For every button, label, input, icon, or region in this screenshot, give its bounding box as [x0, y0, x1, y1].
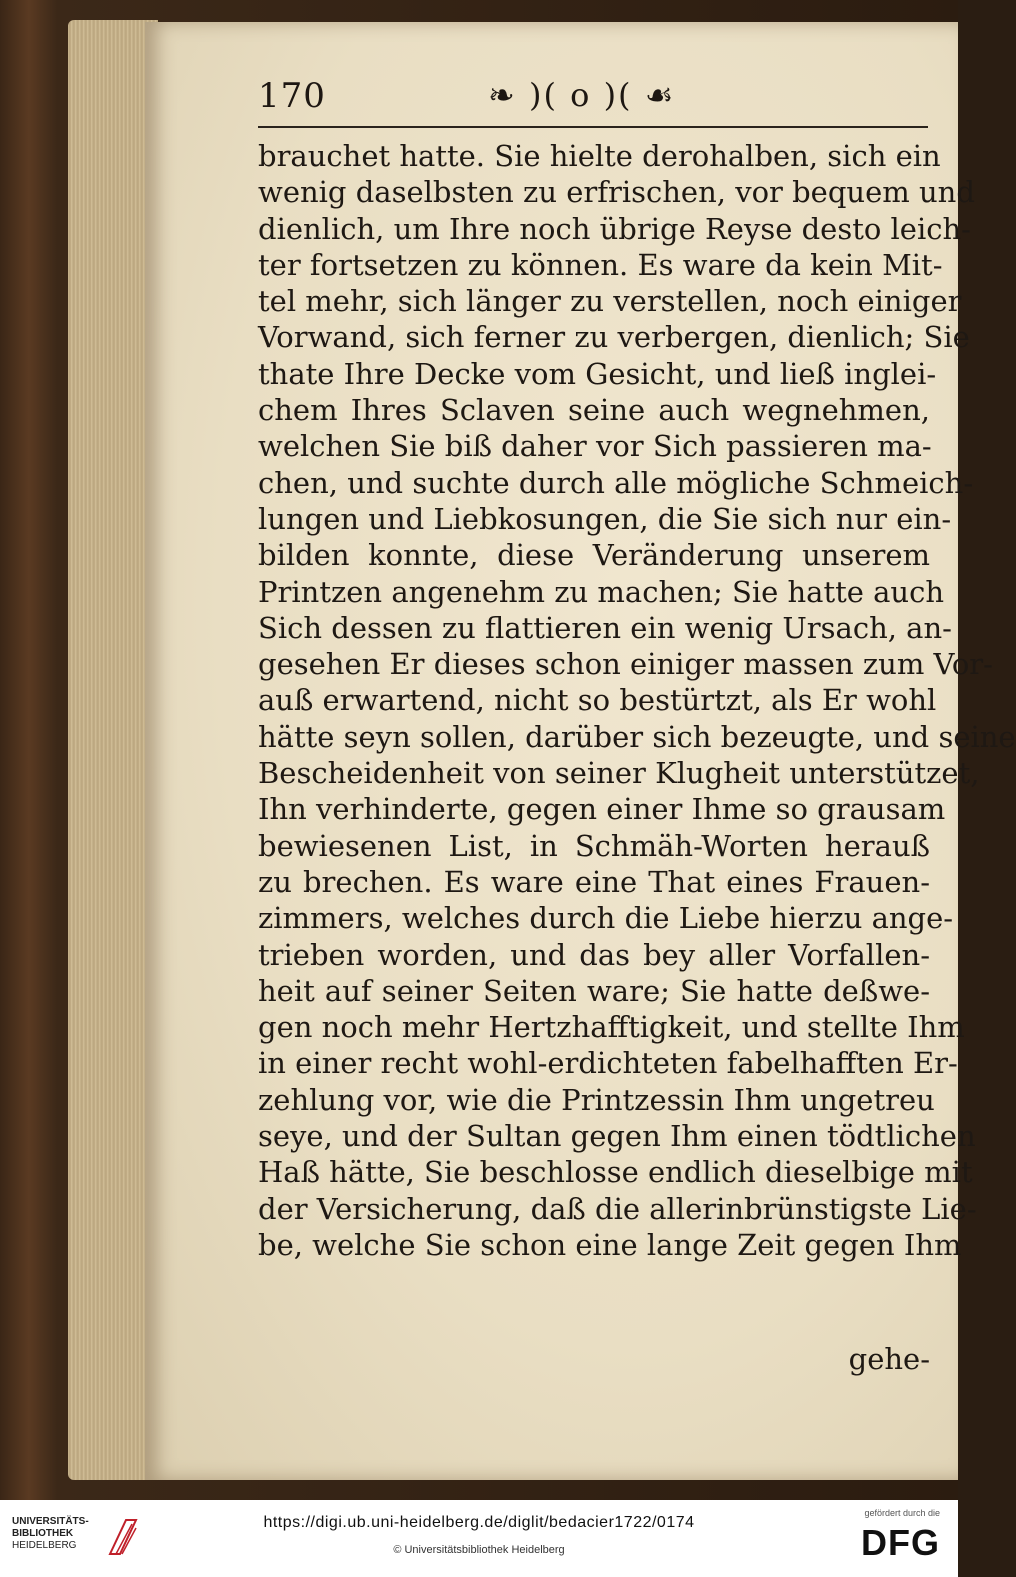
text-line: Printzen angenehm zu machen; Sie hatte auch: [258, 574, 945, 609]
text-line: bewiesenen List, in Schmäh-Worten herauß: [258, 828, 930, 863]
text-line: Sich dessen zu flattieren ein wenig Ursach, an-: [258, 610, 952, 645]
catchword: gehe-: [848, 1342, 930, 1376]
text-line: thate Ihre Decke vom Gesicht, und ließ inglei-: [258, 356, 937, 391]
text-line: tel mehr, sich länger zu verstellen, noch einiger: [258, 284, 962, 319]
text-line: wenig daselbsten zu erfrischen, vor bequem und: [258, 175, 975, 210]
text-line: lungen und Liebkosungen, die Sie sich nur ein-: [258, 501, 952, 536]
text-line: gen noch mehr Hertzhafftigkeit, und stellte Ihm: [258, 1010, 965, 1045]
text-line: heit auf seiner Seiten ware; Sie hatte deßwe-: [258, 973, 930, 1008]
text-line: hätte seyn sollen, darüber sich bezeugte, und seine: [258, 719, 1016, 754]
text-line: Bescheidenheit von seiner Klugheit unterstützet,: [258, 756, 980, 791]
viewer-footer: [0, 1500, 958, 1577]
text-line: Ihn verhinderte, gegen einer Ihme so grausam: [258, 792, 946, 827]
book-page: [145, 22, 1016, 1480]
text-line: ter fortsetzen zu können. Es ware da kein Mit-: [258, 247, 943, 282]
text-line: auß erwartend, nicht so bestürtzt, als Er wohl: [258, 683, 937, 718]
dfg-logo: DFG: [861, 1522, 940, 1563]
body-text: [258, 138, 1016, 1263]
text-line: zehlung vor, wie die Printzessin Ihm ungetreu: [258, 1082, 935, 1117]
text-line: in einer recht wohl-erdichteten fabelhafften Er-: [258, 1046, 958, 1081]
header-rule: [258, 126, 928, 128]
text-line: gesehen Er dieses schon einiger massen zum Vor-: [258, 647, 993, 682]
text-line: be, welche Sie schon eine lange Zeit gegen Ihm: [258, 1227, 962, 1262]
text-line: Haß hätte, Sie beschlosse endlich dieselbige mit: [258, 1155, 973, 1190]
copyright-notice: © Universitätsbibliothek Heidelberg: [393, 1544, 565, 1556]
text-line: chem Ihres Sclaven seine auch wegnehmen,: [258, 393, 930, 428]
text-line: bilden konnte, diese Veränderung unserem: [258, 538, 930, 573]
text-line: trieben worden, und das bey aller Vorfallen-: [258, 937, 930, 972]
header-ornament: ❧ )( o )( ☙: [488, 76, 676, 114]
text-line: chen, und suchte durch alle mögliche Schmeich-: [258, 465, 974, 500]
text-line: brauchet hatte. Sie hielte derohalben, sich ein: [258, 139, 941, 173]
page-url[interactable]: https://digi.ub.uni-heidelberg.de/diglit/bedacier1722/0174: [263, 1514, 695, 1531]
library-name-line: UNIVERSITÄTS-: [12, 1516, 89, 1527]
library-name-line: HEIDELBERG: [12, 1540, 77, 1551]
text-line: zu brechen. Es ware eine That eines Frauen-: [258, 864, 930, 899]
text-line: Vorwand, sich ferner zu verbergen, dienlich; Sie: [258, 320, 970, 355]
funder-logo[interactable]: [830, 1508, 940, 1570]
text-line: der Versicherung, daß die allerinbrünstigste Lie-: [258, 1191, 977, 1226]
page-number: 170: [258, 76, 326, 116]
page-header: [258, 72, 938, 128]
text-line: zimmers, welches durch die Liebe hierzu ange-: [258, 901, 954, 936]
funder-label: gefördert durch die: [864, 1508, 940, 1518]
text-line: welchen Sie biß daher vor Sich passieren ma-: [258, 429, 932, 464]
library-name-line: BIBLIOTHEK: [12, 1528, 74, 1539]
text-line: dienlich, um Ihre noch übrige Reyse desto leich-: [258, 211, 971, 246]
text-line: seye, und der Sultan gegen Ihm einen tödtlichen: [258, 1119, 976, 1154]
